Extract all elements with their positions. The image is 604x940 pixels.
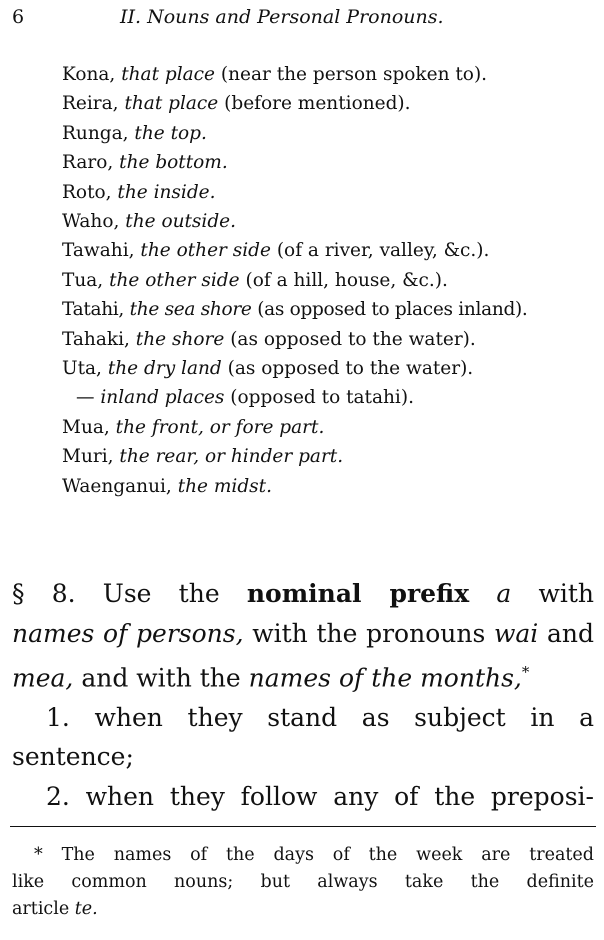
list-item xyxy=(62,413,602,442)
list-item xyxy=(62,119,602,148)
english-meaning: the outside. xyxy=(125,211,237,233)
maori-word: Muri, xyxy=(62,446,114,468)
list-item xyxy=(62,207,602,236)
text-span: with the pronouns xyxy=(252,618,486,648)
footnote xyxy=(12,842,594,923)
maori-word: Mua, xyxy=(62,416,110,438)
footnote-marker: * xyxy=(521,663,530,681)
usage-note: (near the person spoken to). xyxy=(220,64,488,85)
italic-term: names of the months, xyxy=(248,663,522,693)
list-item xyxy=(62,89,602,118)
italic-term: te. xyxy=(74,899,98,919)
maori-word: Tatahi, xyxy=(62,299,125,321)
footnote-line: * The names of the days of the week are treated xyxy=(34,845,594,865)
list-item xyxy=(62,148,602,177)
word-list xyxy=(62,60,602,501)
english-meaning: the bottom. xyxy=(119,152,228,174)
english-meaning: the top. xyxy=(134,122,207,144)
ditto-dash: — xyxy=(76,387,95,409)
footnote-line xyxy=(12,896,594,923)
footnote-line: like common nouns; but always take the definite xyxy=(12,872,594,892)
maori-word: Kona, xyxy=(62,64,116,85)
list-item xyxy=(62,354,602,383)
english-meaning: the dry land xyxy=(107,358,222,380)
italic-term: a xyxy=(496,579,512,608)
section-heading-text: § 8. Use the xyxy=(12,579,220,608)
list-item xyxy=(62,325,602,354)
italic-term: names of persons, xyxy=(12,618,244,648)
section-8-paragraph xyxy=(12,574,594,816)
maori-word: Runga, xyxy=(62,122,129,144)
maori-word: Tahaki, xyxy=(62,328,130,350)
list-item xyxy=(62,266,602,295)
usage-note: (as opposed to the water). xyxy=(227,358,474,380)
usage-note: (as opposed to places inland). xyxy=(257,299,528,321)
english-meaning: the rear, or hinder part. xyxy=(119,446,344,468)
maori-word: Uta, xyxy=(62,358,102,380)
paragraph-line xyxy=(12,653,594,698)
list-item xyxy=(62,442,602,471)
maori-word: Raro, xyxy=(62,152,114,174)
paragraph-line xyxy=(12,614,594,654)
usage-note: (before mentioned). xyxy=(224,93,411,115)
italic-term: mea, xyxy=(12,663,74,693)
maori-word: Tawahi, xyxy=(62,240,135,262)
numbered-condition-1: 1. when they stand as subject in a xyxy=(46,702,594,732)
english-meaning: the front, or fore part. xyxy=(115,416,325,438)
english-meaning: inland places xyxy=(100,387,225,409)
english-meaning: the other side xyxy=(140,240,271,262)
running-title: II. Nouns and Personal Pronouns. xyxy=(120,6,444,28)
english-meaning: the sea shore xyxy=(129,299,252,321)
english-meaning: the midst. xyxy=(177,475,272,497)
paragraph-line xyxy=(12,574,594,614)
english-meaning: the shore xyxy=(135,328,225,350)
list-item xyxy=(62,236,602,265)
text-span: article xyxy=(12,899,70,919)
italic-term: wai xyxy=(494,618,539,648)
footnote-divider xyxy=(10,826,596,827)
english-meaning: that place xyxy=(121,64,215,85)
english-meaning: that place xyxy=(124,93,219,115)
list-item xyxy=(62,472,602,501)
maori-word: Waho, xyxy=(62,211,120,233)
text-span: with xyxy=(538,579,595,608)
text-span: and with the xyxy=(81,663,241,693)
page-number: 6 xyxy=(12,6,25,28)
maori-word: Roto, xyxy=(62,181,112,203)
list-item xyxy=(62,295,602,324)
numbered-condition-2: 2. when they follow any of the preposi- xyxy=(46,781,594,811)
usage-note: (opposed to tatahi). xyxy=(230,387,414,409)
maori-word: Tua, xyxy=(62,269,104,291)
bold-term: nominal prefix xyxy=(246,579,470,608)
maori-word: Reira, xyxy=(62,93,119,115)
maori-word: Waenganui, xyxy=(62,475,172,497)
usage-note: (of a river, valley, &c.). xyxy=(276,240,490,262)
usage-note: (as opposed to the water). xyxy=(230,328,476,350)
usage-note: (of a hill, house, &c.). xyxy=(245,269,448,291)
list-item xyxy=(62,178,602,207)
paragraph-line: sentence; xyxy=(12,742,134,772)
english-meaning: the other side xyxy=(109,269,240,291)
text-span: and xyxy=(547,618,595,648)
running-header xyxy=(12,6,594,32)
english-meaning: the inside. xyxy=(117,181,216,203)
list-item xyxy=(62,60,602,89)
list-item xyxy=(62,383,602,412)
